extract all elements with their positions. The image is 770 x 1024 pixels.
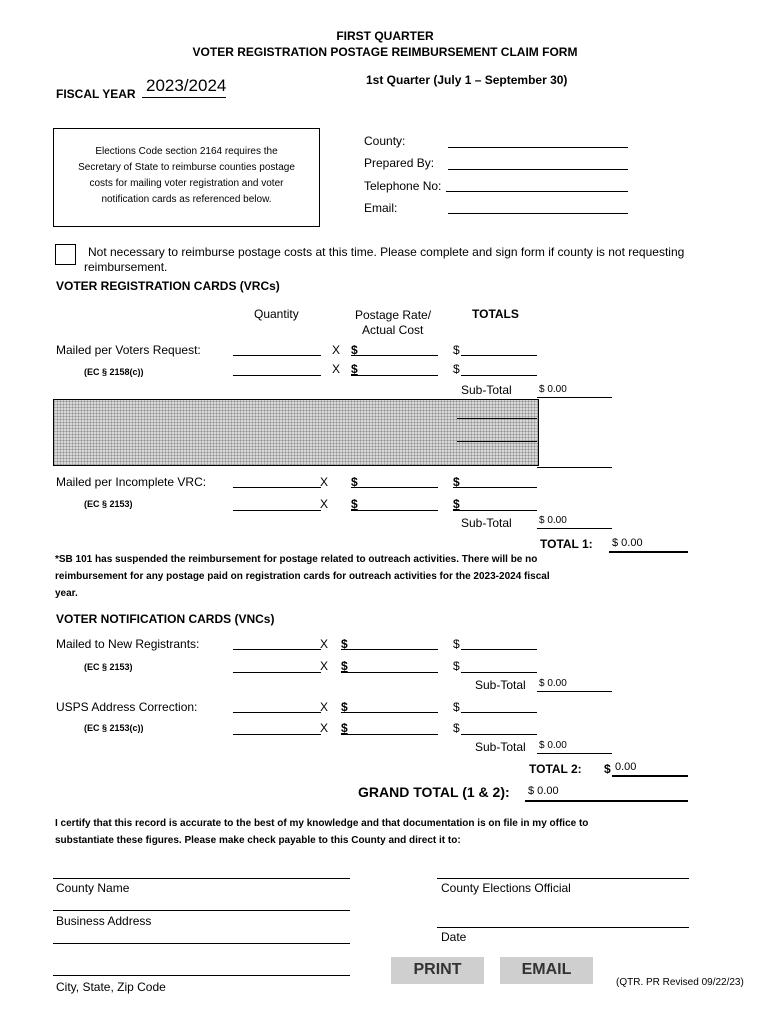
fiscal-year-value: 2023/2024: [146, 76, 227, 95]
vrc-row1-qty-field[interactable]: [233, 355, 321, 356]
col-rate-1: Postage Rate/: [355, 308, 432, 322]
vnc-row1-total-dollar: $: [453, 637, 460, 651]
vrc-row1-code: (EC § 2158(c)): [84, 367, 144, 377]
vnc-row2b-total-field[interactable]: [461, 734, 537, 735]
grand-total-value: $ 0.00: [528, 785, 559, 797]
vnc-subtotal1-label: Sub-Total: [475, 678, 526, 692]
col-quantity: Quantity: [254, 307, 299, 321]
vrc-subtotal2-line: [537, 528, 612, 529]
vrc-row2-rate-dollar: $: [351, 475, 358, 489]
vrc-row1-label: Mailed per Voters Request:: [56, 343, 201, 357]
address-line-top: [53, 910, 350, 911]
col-totals: TOTALS: [472, 307, 519, 321]
vnc-row1b-total-field[interactable]: [461, 672, 537, 673]
vrc-subtotal2-value: $ 0.00: [539, 515, 567, 526]
total1-line: [609, 551, 688, 553]
vrc-row2-total-field[interactable]: [453, 487, 537, 488]
date-label: Date: [441, 930, 467, 944]
grand-total-line: [525, 800, 688, 802]
quarter-label: 1st Quarter (July 1 – September 30): [366, 73, 568, 87]
not-necessary-line2: reimbursement.: [84, 260, 168, 274]
vrc-row2-qty-field[interactable]: [233, 487, 321, 488]
vrc-row1b-qty-field[interactable]: [233, 375, 321, 376]
vnc-row1-code: (EC § 2153): [84, 662, 133, 672]
official-label: County Elections Official: [441, 881, 571, 895]
vrc-row1b-total-dollar: $: [453, 362, 460, 376]
county-field[interactable]: [448, 147, 628, 148]
vrc-row2b-rate-dollar: $: [351, 497, 358, 511]
vnc-row1-qty-field[interactable]: [233, 649, 321, 650]
certify-text: [55, 815, 588, 849]
sb101-line-2: reimbursement for any postage paid on registration cards for outreach activities for the 2023-2024 fiscal: [55, 571, 550, 582]
vnc-subtotal2-value: $ 0.00: [539, 740, 567, 751]
vrc-row2-code: (EC § 2153): [84, 499, 133, 509]
vnc-row1b-total-dollar: $: [453, 659, 460, 673]
vnc-row2-total-field[interactable]: [461, 712, 537, 713]
vnc-row2b-rate-field[interactable]: [341, 734, 438, 735]
date-line[interactable]: [437, 927, 689, 928]
vnc-row1-rate-dollar: $: [341, 637, 348, 651]
vrc-row2-x: X: [320, 475, 329, 489]
info-line-3: costs for mailing voter registration and voter: [89, 178, 284, 189]
vrc-row1-rate-field[interactable]: [351, 355, 438, 356]
county-label: County:: [364, 134, 406, 148]
prepared-by-field[interactable]: [448, 169, 628, 170]
vnc-subtotal1-value: $ 0.00: [539, 678, 567, 689]
county-name-label: County Name: [56, 881, 130, 895]
vrc-row2-label: Mailed per Incomplete VRC:: [56, 475, 207, 489]
total2-label: TOTAL 2:: [529, 762, 582, 776]
vrc-row2b-total-dollar: $: [453, 497, 460, 511]
telephone-field[interactable]: [446, 191, 628, 192]
vnc-row2-total-dollar: $: [453, 700, 460, 714]
info-box: [53, 128, 320, 227]
col-rate-2: Actual Cost: [362, 323, 424, 337]
vnc-row1-label: Mailed to New Registrants:: [56, 637, 200, 651]
vrc-row2b-x: X: [320, 497, 329, 511]
fiscal-year-label: FISCAL YEAR: [56, 87, 136, 101]
vnc-row1-rate-field[interactable]: [341, 649, 438, 650]
vrc-row2-rate-field[interactable]: [351, 487, 438, 488]
official-line[interactable]: [437, 878, 689, 879]
revision-note: (QTR. PR Revised 09/22/23): [616, 977, 744, 988]
vrc-row1b-total-field[interactable]: [461, 375, 537, 376]
vrc-row1-x: X: [332, 343, 341, 357]
print-button[interactable]: PRINT: [391, 957, 484, 984]
vnc-row2-rate-field[interactable]: [341, 712, 438, 713]
vnc-row1b-rate-dollar: $: [341, 659, 348, 673]
certify-line-2: substantiate these figures. Please make check payable to this County and direct it to:: [55, 835, 461, 846]
vnc-subtotal1-line: [537, 691, 612, 692]
total2-line: [612, 775, 688, 777]
vrc-row2b-rate-field[interactable]: [351, 510, 438, 511]
vrc-row1-total-dollar: $: [453, 343, 460, 357]
vrc-subtotal1-value: $ 0.00: [539, 384, 567, 395]
form-title-line1: FIRST QUARTER: [336, 29, 434, 43]
vnc-row1-total-field[interactable]: [461, 649, 537, 650]
vrc-row1b-rate-dollar: $: [351, 362, 358, 376]
sb101-note: [55, 551, 550, 602]
vrc-row1-total-field[interactable]: [461, 355, 537, 356]
sb101-line-3: year.: [55, 588, 78, 599]
info-line-1: Elections Code section 2164 requires the: [95, 146, 278, 157]
sb101-line-1: *SB 101 has suspended the reimbursement for postage related to outreach activities. There will be no: [55, 554, 538, 565]
certify-line-1: I certify that this record is accurate to the best of my knowledge and that documentation is on file in my office to: [55, 818, 589, 829]
grand-total-label: GRAND TOTAL (1 & 2):: [358, 784, 510, 800]
hatch-inner-line-1: [457, 418, 537, 419]
vnc-row1b-x: X: [320, 659, 329, 673]
address-label: Business Address: [56, 914, 152, 928]
city-line[interactable]: [53, 975, 350, 976]
telephone-label: Telephone No:: [364, 179, 442, 193]
vnc-row2b-total-dollar: $: [453, 721, 460, 735]
vnc-row2-qty-field[interactable]: [233, 712, 321, 713]
vrc-row1b-x: X: [332, 362, 341, 376]
county-name-line[interactable]: [53, 878, 350, 879]
hatch-inner-line-2: [457, 441, 537, 442]
fiscal-year-underline: [142, 97, 226, 98]
email-field[interactable]: [448, 213, 628, 214]
info-line-4: notification cards as referenced below.: [101, 194, 272, 205]
vrc-row2b-qty-field[interactable]: [233, 510, 321, 511]
not-necessary-line1: Not necessary to reimburse postage costs at this time. Please complete and sign form if county is not requesting: [88, 245, 685, 259]
vrc-row1b-rate-field[interactable]: [351, 375, 438, 376]
vrc-row2-total-dollar: $: [453, 475, 460, 489]
vnc-row2-code: (EC § 2153(c)): [84, 723, 144, 733]
vnc-row2-label: USPS Address Correction:: [56, 700, 198, 714]
total1-value: $ 0.00: [612, 537, 643, 549]
vnc-row2-rate-dollar: $: [341, 700, 348, 714]
vrc-subtotal2-label: Sub-Total: [461, 516, 512, 530]
email-label: Email:: [364, 201, 398, 215]
vnc-row2b-x: X: [320, 721, 329, 735]
vnc-row2b-rate-dollar: $: [341, 721, 348, 735]
vnc-row1b-qty-field[interactable]: [233, 672, 321, 673]
vnc-subtotal2-label: Sub-Total: [475, 740, 526, 754]
vrc-row2b-total-field[interactable]: [453, 510, 537, 511]
hatch-subtotal-line: [537, 467, 612, 468]
info-line-2: Secretary of State to reimburse counties postage: [78, 162, 295, 173]
vnc-row2b-qty-field[interactable]: [233, 734, 321, 735]
vrc-row1-rate-dollar: $: [351, 343, 358, 357]
total2-value: 0.00: [615, 761, 637, 773]
vnc-row2-x: X: [320, 700, 329, 714]
vrc-subtotal1-line: [537, 397, 612, 398]
total2-dollar: $: [604, 762, 611, 776]
vnc-subtotal2-line: [537, 753, 612, 754]
vnc-row1-x: X: [320, 637, 329, 651]
vnc-heading: VOTER NOTIFICATION CARDS (VNCs): [56, 612, 275, 626]
outreach-hatched-area: [53, 399, 539, 466]
vrc-heading: VOTER REGISTRATION CARDS (VRCs): [56, 279, 280, 293]
prepared-by-label: Prepared By:: [364, 156, 435, 170]
total1-label: TOTAL 1:: [540, 537, 593, 551]
not-necessary-checkbox[interactable]: [55, 244, 76, 265]
vnc-row1b-rate-field[interactable]: [341, 672, 438, 673]
email-button[interactable]: EMAIL: [500, 957, 593, 984]
city-label: City, State, Zip Code: [56, 980, 166, 994]
vrc-subtotal1-label: Sub-Total: [461, 383, 512, 397]
address-line[interactable]: [53, 943, 350, 944]
form-title-line2: VOTER REGISTRATION POSTAGE REIMBURSEMENT CLAIM FORM: [192, 45, 578, 59]
